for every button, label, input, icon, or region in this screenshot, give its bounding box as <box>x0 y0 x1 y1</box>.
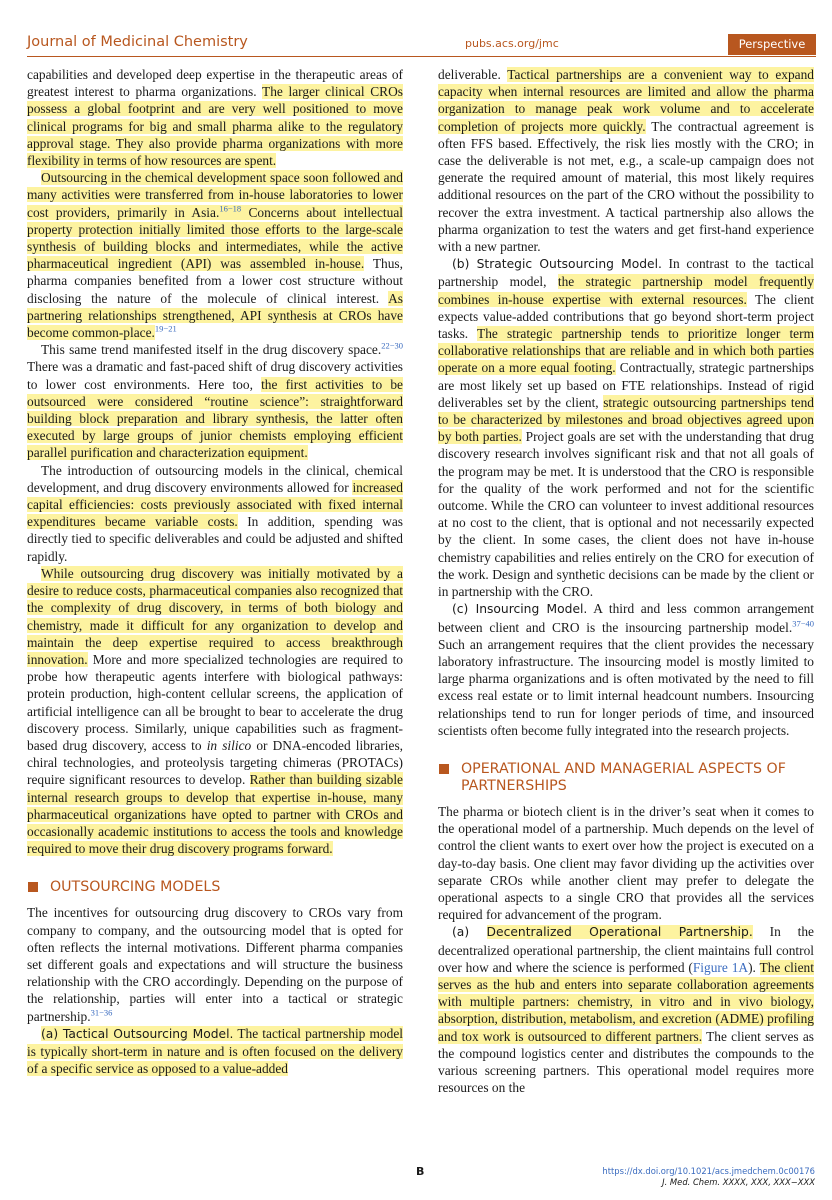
paragraph: (b) Strategic Outsourcing Model. In contrast to the tactical partnership model, the strategic partnership model frequently combines in-house expertise with external resources. The client expects value-added contributions that go beyond short-term project tasks. The strategic partnership tends to prioritize longer term collaborative relationships that are reliable and in which both parties operate on a more equal footing. Contractually, strategic partnerships are most likely set up based on FTE relationships. Instead of rigid deliverables set by the client, strategic outsourcing partnerships tend to be characterized by milestones and broad objectives agreed upon by both parties. Project goals are set with the understanding that drug discovery research involves significant risk and that not all goals of the program may be met. It is understood that the CRO is responsible for the quality of the work performed and not for the scientific outcome. While the CRO can volunteer to invest additional resources at no cost to the client, that is optional and not necessarily expected by the client. In some cases, the client does not have in-house chemistry capabilities and relies entirely on the CRO for execution of the work. Design and synthetic decisions can be made by the client or in partnership with the CRO. <box>438 256 815 600</box>
running-header <box>27 34 816 57</box>
right-column <box>438 66 814 1096</box>
journal-name[interactable]: Journal of Medicinal Chemistry <box>27 34 248 50</box>
doi-link[interactable]: https://dx.doi.org/10.1021/acs.jmedchem.0c00176 <box>602 1166 815 1176</box>
highlight: strategic outsourcing partnerships tend to be characterized by milestones and broad objectives agreed upon by both parties. <box>438 394 814 445</box>
section-marker-icon <box>439 764 449 774</box>
subsection-label: (c) Insourcing Model. <box>452 602 588 617</box>
highlight: The larger clinical CROs possess a global footprint and are very well positioned to move clinical programs for big and small pharma alike to the regulatory approval stage. They also provide pharma organizations with more flexibility in terms of how resources are spent. <box>27 84 403 169</box>
highlight: Tactical partnerships are a convenient way to expand capacity when internal resources are limited and allow the pharma organization to manage peak work volume and to accelerate completion of projects more quickly. <box>438 67 814 134</box>
highlight: While outsourcing drug discovery was initially motivated by a desire to reduce costs, pharmaceutical companies also recognized that the complexity of drug discovery, in terms of both biology and chemistry, made it difficult for any organization to develop and maintain the deep expertise required to access breakthrough innovation. <box>27 565 403 667</box>
paragraph: The incentives for outsourcing drug discovery to CROs vary from company to company, and the outsourcing model that is opted for often reflects the internal motivations. Different pharma companies set different goals and expectations and will structure the business relationship with the CRO accordingly. Depending on the purpose of the relationship, parties will enter into a tactical or strategic partnership.$^{31-36}$ <box>27 905 403 1024</box>
doi-footer <box>602 1166 815 1188</box>
highlight: Outsourcing in the chemical development space soon followed and many activities were transferred from in-house laboratories to lower cost providers, primarily in Asia.$^{16-18}$ Concerns about intellectual property protection initially limited those efforts to the large-scale synthesis of building blocks and intermediates, while the active pharmaceutical ingredient (API) was assembled in-house. <box>27 170 404 272</box>
citation-ref[interactable]: 31−36 <box>90 1007 113 1018</box>
subsection-label: (b) Strategic Outsourcing Model. <box>452 257 662 272</box>
paragraph: This same trend manifested itself in the drug discovery space.$^{22-30}$ There was a dramatic and fast-paced shift of drug discovery activities to lower cost environments. Here too, the first activities to be outsourced were considered “routine science”: straightforward building block preparation and library synthesis, the latter often executed by large groups of junior chemists employing efficient parallel purification and characterization equipment. <box>27 340 403 461</box>
paragraph: (c) Insourcing Model. A third and less common arrangement between client and CRO is the insourcing partnership model.$^{37-40}$ Such an arrangement requires that the client provides the necessary laboratory infrastructure. The insourcing model is mostly limited to large pharma organizations and is often motivated by the need to fill excess real estate or to limit internal headcount numbers. Insourcing relationships tend to run for longer periods of time, and insourced scientists often become fully integrated into the research projects. <box>438 601 814 738</box>
paragraph: Outsourcing in the chemical development space soon followed and many activities were transferred from in-house laboratories to lower cost providers, primarily in Asia.$^{16-18}$ Concerns about intellectual property protection initially limited those efforts to the large-scale synthesis of building blocks and intermediates, while the active pharmaceutical ingredient (API) was assembled in-house. Thus, pharma companies benefited from a lower cost structure without disclosing the nature of the molecule of clinical interest. As partnering relationships strengthened, API synthesis at CROs have become common-place.$^{19-21}$ <box>27 170 404 341</box>
highlight: the first activities to be outsourced were considered “routine science”: straightforward building block preparation and library synthesis, the latter often executed by large groups of junior chemists employing efficient parallel purification and characterization equipment. <box>27 376 403 461</box>
paragraph: deliverable. Tactical partnerships are a convenient way to expand capacity when internal resources are limited and allow the pharma organization to manage peak work volume and to accelerate completion of projects more quickly. The contractual agreement is often FFS based. Effectively, the risk lies mostly with the CRO; in case the deliverable is not met, e.g., a scale-up campaign does not generate the required amount of material, this most likely requires additional resources on the part of the CRO without the possibility to recover the extra investment. A tactical partnership also allows the pharma organization to test the waters and get first-hand experience with a new partner. <box>438 67 814 255</box>
paragraph <box>27 1025 403 1078</box>
figure-link[interactable]: Figure 1A <box>692 959 749 975</box>
page-number: B <box>416 1165 425 1178</box>
paragraph: The pharma or biotech client is in the driver’s seat when it comes to the operational model of a partnership. Much depends on the level of control the client wants to exert over how the project is executed on a day-to-day basis. One client may favor dividing up the activities over separate CROs while another client may prefer to delegate the operational aspects to a single CRO that provides all the services required for advancement of the program. <box>438 803 814 923</box>
citation-ref[interactable]: 16−18 <box>219 203 242 214</box>
citation-ref[interactable]: 22−30 <box>381 340 403 351</box>
highlight: The client serves as the hub and enters into separate collaboration agreements with multiple partners: chemistry, in vitro and in vivo biology, absorption, distribution, metabolism, and excretion (ADME) profiling and tox work is outsourced to different partners. <box>438 959 814 1044</box>
highlight: (a) Tactical Outsourcing Model. The tactical partnership model is typically short-term in nature and is often focused on the delivery of a specific service as opposed to a value-added <box>27 1025 403 1077</box>
paragraph: (a) Decentralized Operational Partnership. In the decentralized operational partnership, the client maintains full control over how and where the science is performed (Figure 1A). The client serves as the hub and enters into separate collaboration agreements with multiple partners: chemistry, in vitro and in vivo biology, absorption, distribution, metabolism, and excretion (ADME) profiling and tox work is outsourced to different partners. The client serves as the compound logistics center and distributes the compounds to the various screening partners. This operational model requires more resources on the <box>438 924 814 1096</box>
highlight: The strategic partnership tends to prioritize longer term collaborative relationships that are reliable and in which both parties operate on a more equal footing. <box>438 326 814 376</box>
journal-url[interactable]: pubs.acs.org/jmc <box>465 37 559 50</box>
highlight: Rather than building sizable internal research groups to develop that expertise in-house, many pharmaceutical organizations have opted to partner with CROs and occasionally academic institutions to access the tools and knowledge required to move their drug discovery programs forward. <box>27 772 403 857</box>
citation-line: J. Med. Chem. XXXX, XXX, XXX−XXX <box>662 1177 815 1187</box>
highlight: As partnering relationships strengthened, API synthesis at CROs have become common-place. <box>27 290 403 341</box>
left-column <box>27 66 403 1077</box>
paragraph: capabilities and developed deep expertise in the therapeutic areas of greatest interest to pharma organizations. The larger clinical CROs possess a global footprint and are very well positioned to move clinical programs for big and small pharma alike to the regulatory approval stage. They also provide pharma organizations with more flexibility in terms of how resources are spent. <box>27 67 403 169</box>
subsection-label: Decentralized Operational Partnership. <box>486 925 753 940</box>
highlight: increased capital efficiencies: costs previously associated with fixed internal expenditures became variable costs. <box>27 479 403 530</box>
article-type-badge: Perspective <box>728 34 816 55</box>
highlight: the strategic partnership model frequently combines in-house expertise with external resources. <box>438 274 814 307</box>
section-heading: OPERATIONAL AND MANAGERIAL ASPECTS OF PARTNERSHIPS <box>438 761 814 795</box>
section-heading: OUTSOURCING MODELS <box>27 879 403 896</box>
subsection-label: (a) Tactical Outsourcing Model. <box>41 1026 234 1041</box>
paragraph: The introduction of outsourcing models in the clinical, chemical development, and drug discovery environments allowed for increased capital efficiencies: costs previously associated with fixed internal expenditures became variable costs. In addition, spending was directly tied to specific deliverables and could be adjusted and shifted rapidly. <box>27 462 403 564</box>
section-marker-icon <box>28 882 38 892</box>
citation-ref[interactable]: 37−40 <box>792 618 814 629</box>
citation-ref[interactable]: 19−21 <box>154 323 177 334</box>
paragraph: While outsourcing drug discovery was initially motivated by a desire to reduce costs, pharmaceutical companies also recognized that the complexity of drug discovery, in terms of both biology and chemistry, made it difficult for any organization to develop and maintain the deep expertise required to access breakthrough innovation. More and more specialized technologies are required to probe how therapeutic agents interfere with biological pathways: protein production, high-content cellular screens, the application of artificial intelligence can all be brought to bear to accelerate the drug discovery process. Similarly, unique capabilities such as fragment-based drug discovery, access to in silico or DNA-encoded libraries, chiral technologies, and proteolysis targeting chimeras (PROTACs) require significant resources to develop. Rather than building sizable internal research groups to develop that expertise in-house, many pharmaceutical organizations have opted to partner with CROs and occasionally academic institutions to access the tools and knowledge required to move their drug discovery programs forward. <box>27 565 403 857</box>
